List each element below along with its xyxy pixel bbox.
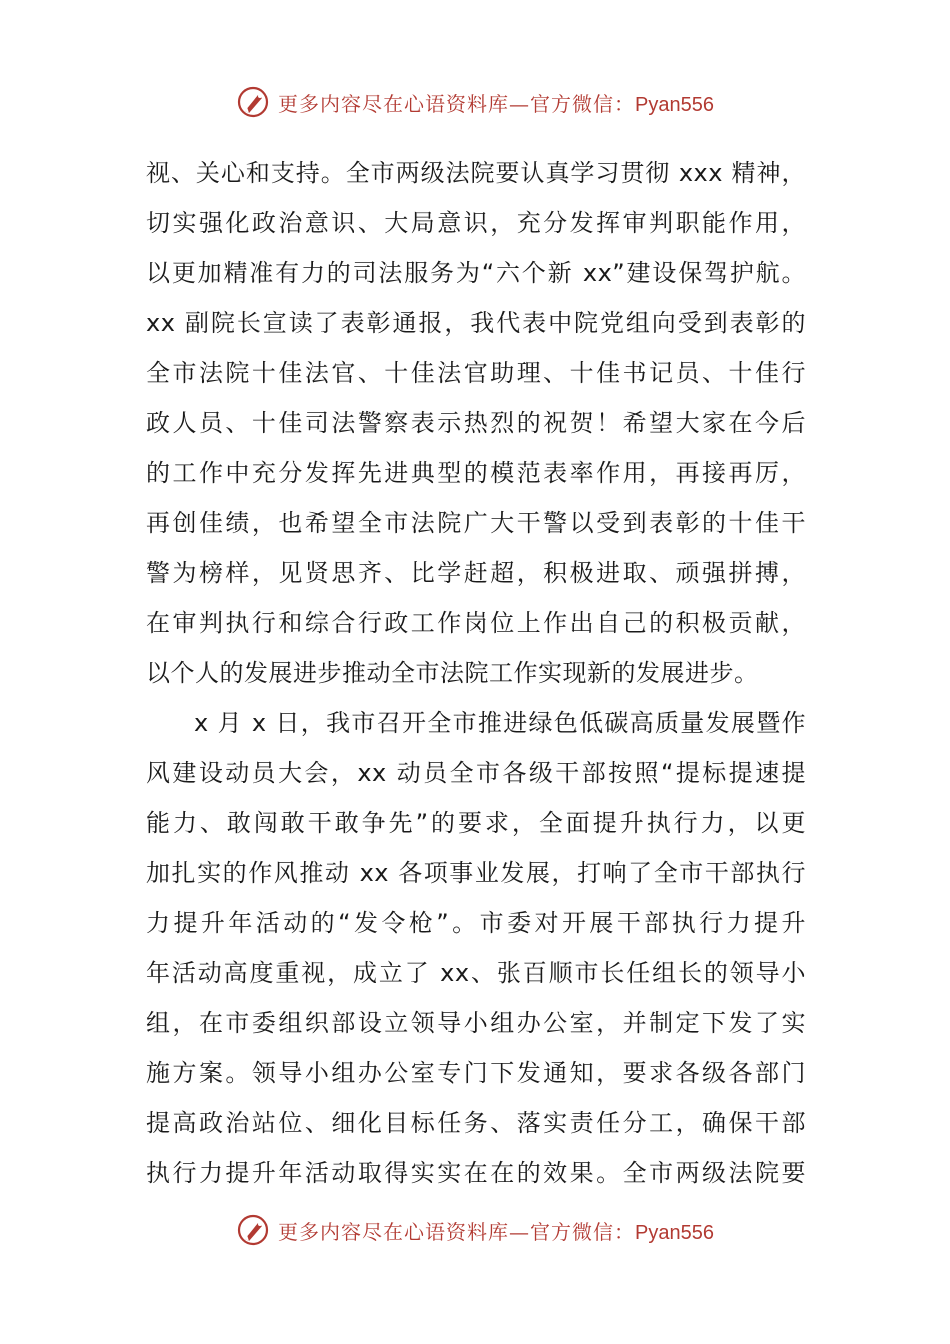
text-line: 在审判执行和综合行政工作岗位上作出自己的积极贡献， <box>146 609 806 637</box>
text-line: 组，在市委组织部设立领导小组办公室，并制定下发了实 <box>146 1009 806 1037</box>
text-line: 视、关心和支持。全市两级法院要认真学习贯彻 xxx 精神， <box>146 159 806 187</box>
text-line: xx 副院长宣读了表彰通报，我代表中院党组向受到表彰的 <box>146 309 806 337</box>
pen-logo-icon <box>236 1213 270 1247</box>
header-watermark <box>0 82 950 122</box>
paragraph <box>146 698 806 1198</box>
text-line: 再创佳绩，也希望全市法院广大干警以受到表彰的十佳干 <box>146 509 806 537</box>
text-line: 政人员、十佳司法警察表示热烈的祝贺！希望大家在今后 <box>146 409 806 437</box>
text-line: 以个人的发展进步推动全市法院工作实现新的发展进步。 <box>146 659 759 687</box>
document-body <box>146 148 806 1198</box>
paragraph <box>146 148 806 698</box>
text-line: x 月 x 日，我市召开全市推进绿色低碳高质量发展暨作 <box>194 709 806 737</box>
text-line: 以更加精准有力的司法服务为“六个新 xx”建设保驾护航。 <box>146 259 806 287</box>
text-line: 全市法院十佳法官、十佳法官助理、十佳书记员、十佳行 <box>146 359 806 387</box>
text-line: 风建设动员大会，xx 动员全市各级干部按照“提标提速提 <box>146 759 806 787</box>
text-line: 力提升年活动的“发令枪”。市委对开展干部执行力提升 <box>146 909 806 937</box>
text-line: 执行力提升年活动取得实实在在的效果。全市两级法院要 <box>146 1159 806 1187</box>
text-line: 年活动高度重视，成立了 xx、张百顺市长任组长的领导小 <box>146 959 806 987</box>
text-line: 提高政治站位、细化目标任务、落实责任分工，确保干部 <box>146 1109 806 1137</box>
footer-watermark <box>0 1210 950 1250</box>
pen-logo-icon <box>236 85 270 119</box>
text-line: 能力、敢闯敢干敢争先”的要求，全面提升执行力，以更 <box>146 809 806 837</box>
text-line: 的工作中充分发挥先进典型的模范表率作用，再接再厉， <box>146 459 806 487</box>
text-line: 加扎实的作风推动 xx 各项事业发展，打响了全市干部执行 <box>146 859 806 887</box>
watermark-text: 更多内容尽在心语资料库—官方微信：Pyan556 <box>278 91 714 116</box>
text-line: 警为榜样，见贤思齐、比学赶超，积极进取、顽强拼搏， <box>146 559 806 587</box>
watermark-text: 更多内容尽在心语资料库—官方微信：Pyan556 <box>278 1219 714 1244</box>
text-line: 施方案。领导小组办公室专门下发通知，要求各级各部门 <box>146 1059 806 1087</box>
text-line: 切实强化政治意识、大局意识，充分发挥审判职能作用， <box>146 209 806 237</box>
